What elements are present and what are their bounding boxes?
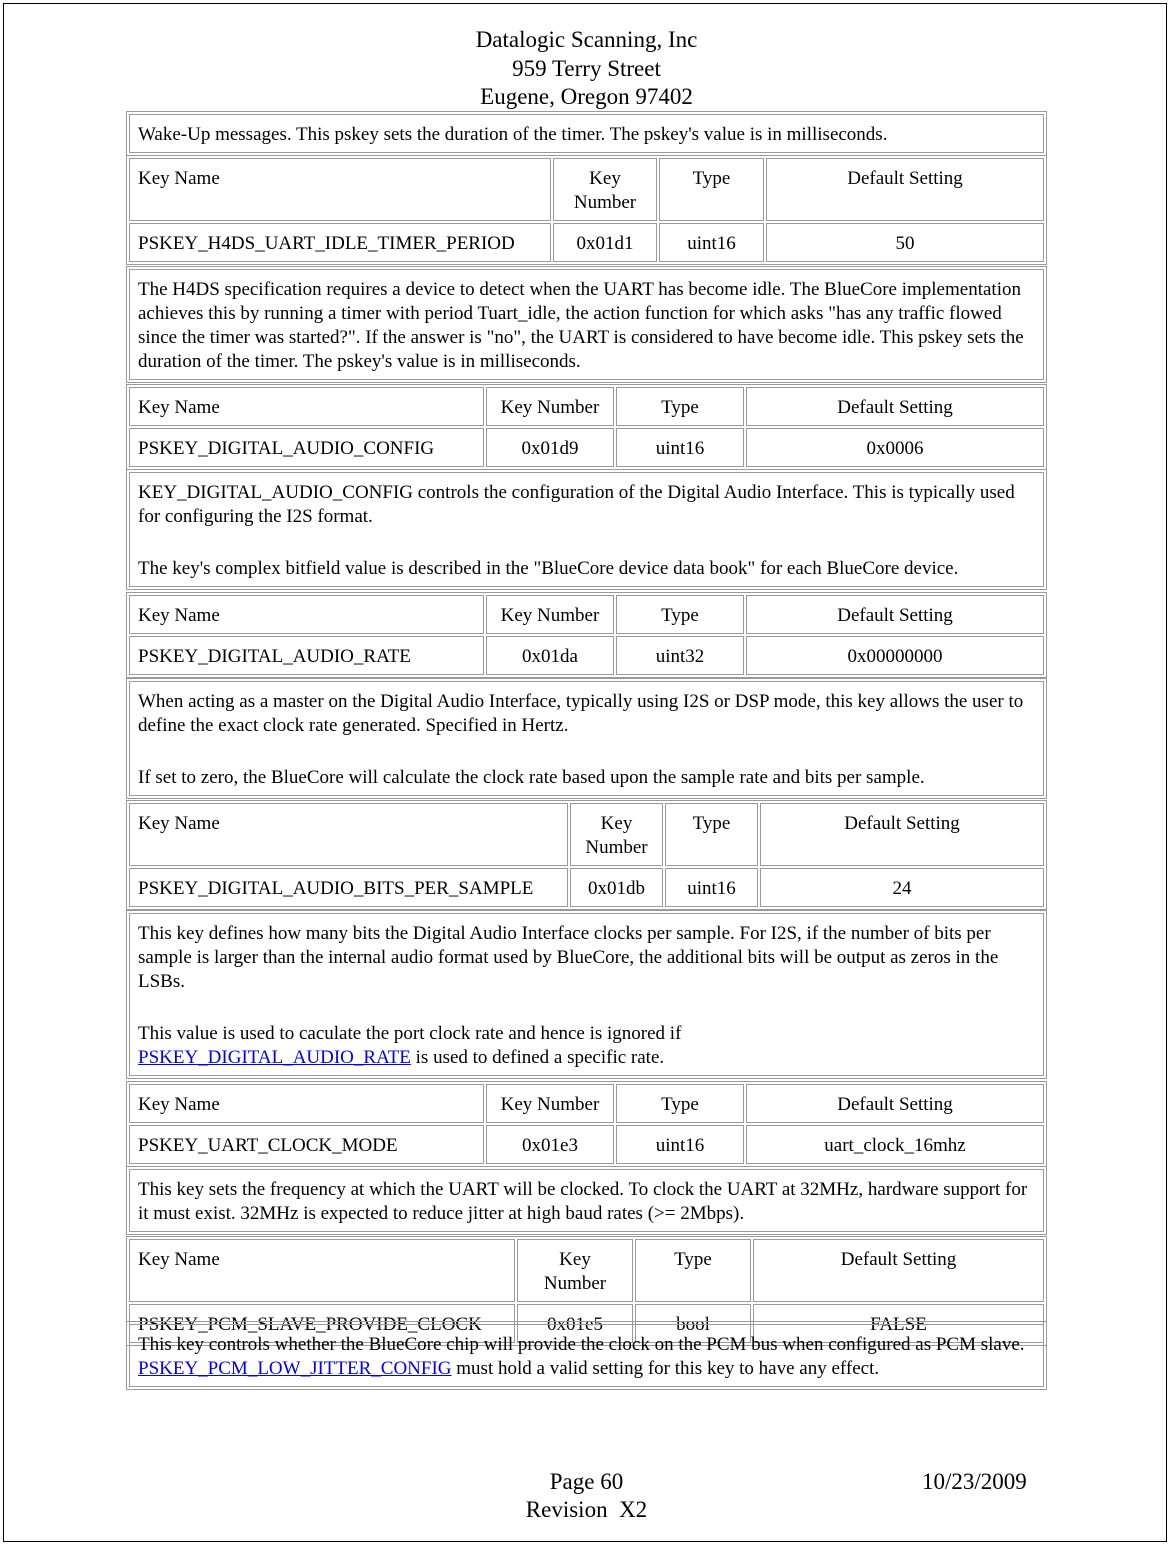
key-description (129, 1324, 1044, 1387)
col-key-name: Key Name (129, 387, 484, 426)
pskey-table (126, 800, 1047, 910)
description-block (126, 469, 1047, 590)
col-key-number: Key Number (486, 1084, 614, 1123)
value-row (129, 1125, 1044, 1164)
company-name: Datalogic Scanning, Inc (475, 27, 698, 52)
key-type: uint32 (616, 636, 744, 675)
col-type: Type (616, 387, 744, 426)
key-type: uint16 (616, 428, 744, 467)
description-block (126, 910, 1047, 1079)
key-name: PSKEY_PCM_SLAVE_PROVIDE_CLOCK (129, 1304, 515, 1343)
header-row (129, 158, 1044, 221)
col-default: Default Setting (746, 595, 1044, 634)
key-name: PSKEY_DIGITAL_AUDIO_CONFIG (129, 428, 484, 467)
key-number: 0x01db (570, 868, 663, 907)
col-default: Default Setting (746, 387, 1044, 426)
key-description: If set to zero, the BlueCore will calculate the clock rate based upon the sample rate and bits per sample. (138, 767, 925, 788)
col-default: Default Setting (766, 158, 1044, 221)
pskey-block (126, 1081, 1047, 1167)
description-text: must hold a valid setting for this key to have any effect. (451, 1358, 880, 1379)
key-description: When acting as a master on the Digital Audio Interface, typically using I2S or DSP mode, this key allows the user to define the exact clock rate generated. Specified in Hertz. (138, 691, 1024, 736)
key-description: This key defines how many bits the Digital Audio Interface clocks per sample. For I2S, if the number of bits per sample is larger than the internal audio format used by BlueCore, the additional bits will be output as zeros in the LSBs. (138, 923, 999, 992)
key-default: 50 (766, 223, 1044, 262)
description-text: This value is used to caculate the port clock rate and hence is ignored if (138, 1023, 682, 1044)
description-table (126, 678, 1047, 799)
pskey-table (126, 155, 1047, 265)
key-type: uint16 (665, 868, 758, 907)
pskey-block (126, 384, 1047, 470)
col-type: Type (659, 158, 764, 221)
value-row (129, 428, 1044, 467)
description-table (126, 266, 1047, 383)
key-description: The H4DS specification requires a device to detect when the UART has become idle. The BlueCore implementation achieves this by running a timer with period Tuart_idle, the action function for which asks "has any traffic flowed since the timer was started?". If the answer is "no", the UART is considered to have become idle. This pskey sets the duration of the timer. The pskey's value is in milliseconds. (129, 269, 1044, 380)
key-number: 0x01e5 (517, 1304, 633, 1343)
pskey-block (126, 592, 1047, 678)
description-table (126, 469, 1047, 590)
col-default: Default Setting (746, 1084, 1044, 1123)
company-street: 959 Terry Street (512, 55, 661, 81)
key-number: 0x01d1 (553, 223, 657, 262)
key-type: uint16 (659, 223, 764, 262)
key-name: PSKEY_UART_CLOCK_MODE (129, 1125, 484, 1164)
col-key-number: Key Number (486, 387, 614, 426)
col-type: Type (616, 595, 744, 634)
pskey-table (126, 592, 1047, 678)
description-block (126, 678, 1047, 799)
pskey-block (126, 800, 1047, 910)
key-default: 24 (760, 868, 1044, 907)
key-description: The key's complex bitfield value is described in the "BlueCore device data book" for each BlueCore device. (138, 558, 959, 579)
header-row (129, 1084, 1044, 1123)
value-row (129, 636, 1044, 675)
col-key-name: Key Name (129, 595, 484, 634)
col-key-number: Key Number (570, 803, 663, 866)
company-city: Eugene, Oregon 97402 (480, 84, 693, 109)
description-text: This key controls whether the BlueCore chip will provide the clock on the PCM bus when configured as PCM slave. (138, 1334, 1025, 1355)
col-type: Type (616, 1084, 744, 1123)
header-row (129, 803, 1044, 866)
revision: Revision X2 (525, 1497, 648, 1522)
description-table (126, 1166, 1047, 1235)
company-header (0, 26, 1173, 112)
intro-block (126, 111, 1047, 156)
key-default: FALSE (753, 1304, 1044, 1343)
key-number: 0x01e3 (486, 1125, 614, 1164)
header-row (129, 1239, 1044, 1302)
key-number: 0x01da (486, 636, 614, 675)
description-table (126, 910, 1047, 1079)
col-type: Type (665, 803, 758, 866)
key-description (138, 1022, 1035, 1070)
col-key-name: Key Name (129, 1239, 515, 1302)
pskey-link[interactable]: PSKEY_DIGITAL_AUDIO_RATE (138, 1047, 411, 1068)
col-key-name: Key Name (129, 1084, 484, 1123)
key-name: PSKEY_DIGITAL_AUDIO_RATE (129, 636, 484, 675)
description-block (126, 1166, 1047, 1235)
key-default: 0x00000000 (746, 636, 1044, 675)
key-number: 0x01d9 (486, 428, 614, 467)
key-name: PSKEY_DIGITAL_AUDIO_BITS_PER_SAMPLE (129, 868, 568, 907)
col-default: Default Setting (753, 1239, 1044, 1302)
intro-table (126, 111, 1047, 156)
header-row (129, 387, 1044, 426)
document-date: 10/23/2009 (922, 1469, 1027, 1494)
pskey-table (126, 384, 1047, 470)
key-default: uart_clock_16mhz (746, 1125, 1044, 1164)
key-name: PSKEY_H4DS_UART_IDLE_TIMER_PERIOD (129, 223, 551, 262)
col-key-number: Key Number (553, 158, 657, 221)
col-key-number: Key Number (517, 1239, 633, 1302)
col-default: Default Setting (760, 803, 1044, 866)
col-type: Type (635, 1239, 751, 1302)
key-description: This key sets the frequency at which the UART will be clocked. To clock the UART at 32MHz, hardware support for it must exist. 32MHz is expected to reduce jitter at high baud rates (>= 2Mbps). (129, 1169, 1044, 1232)
pskey-link[interactable]: PSKEY_PCM_LOW_JITTER_CONFIG (138, 1358, 452, 1379)
intro-text: Wake-Up messages. This pskey sets the duration of the timer. The pskey's value is in milliseconds. (129, 114, 1044, 153)
description-block (126, 266, 1047, 383)
pskey-block (126, 155, 1047, 265)
header-row (129, 595, 1044, 634)
key-type: bool (635, 1304, 751, 1343)
page-number: Page 60 (549, 1469, 624, 1494)
col-key-name: Key Name (129, 803, 568, 866)
key-description: KEY_DIGITAL_AUDIO_CONFIG controls the configuration of the Digital Audio Interface. This is typically used for configuring the I2S format. (138, 482, 1015, 527)
description-table (126, 1321, 1047, 1390)
value-row (129, 223, 1044, 262)
description-text: is used to defined a specific rate. (410, 1047, 665, 1068)
col-key-number: Key Number (486, 595, 614, 634)
pskey-table (126, 1081, 1047, 1167)
value-row (129, 868, 1044, 907)
col-key-name: Key Name (129, 158, 551, 221)
key-type: uint16 (616, 1125, 744, 1164)
key-default: 0x0006 (746, 428, 1044, 467)
description-block (126, 1321, 1047, 1390)
